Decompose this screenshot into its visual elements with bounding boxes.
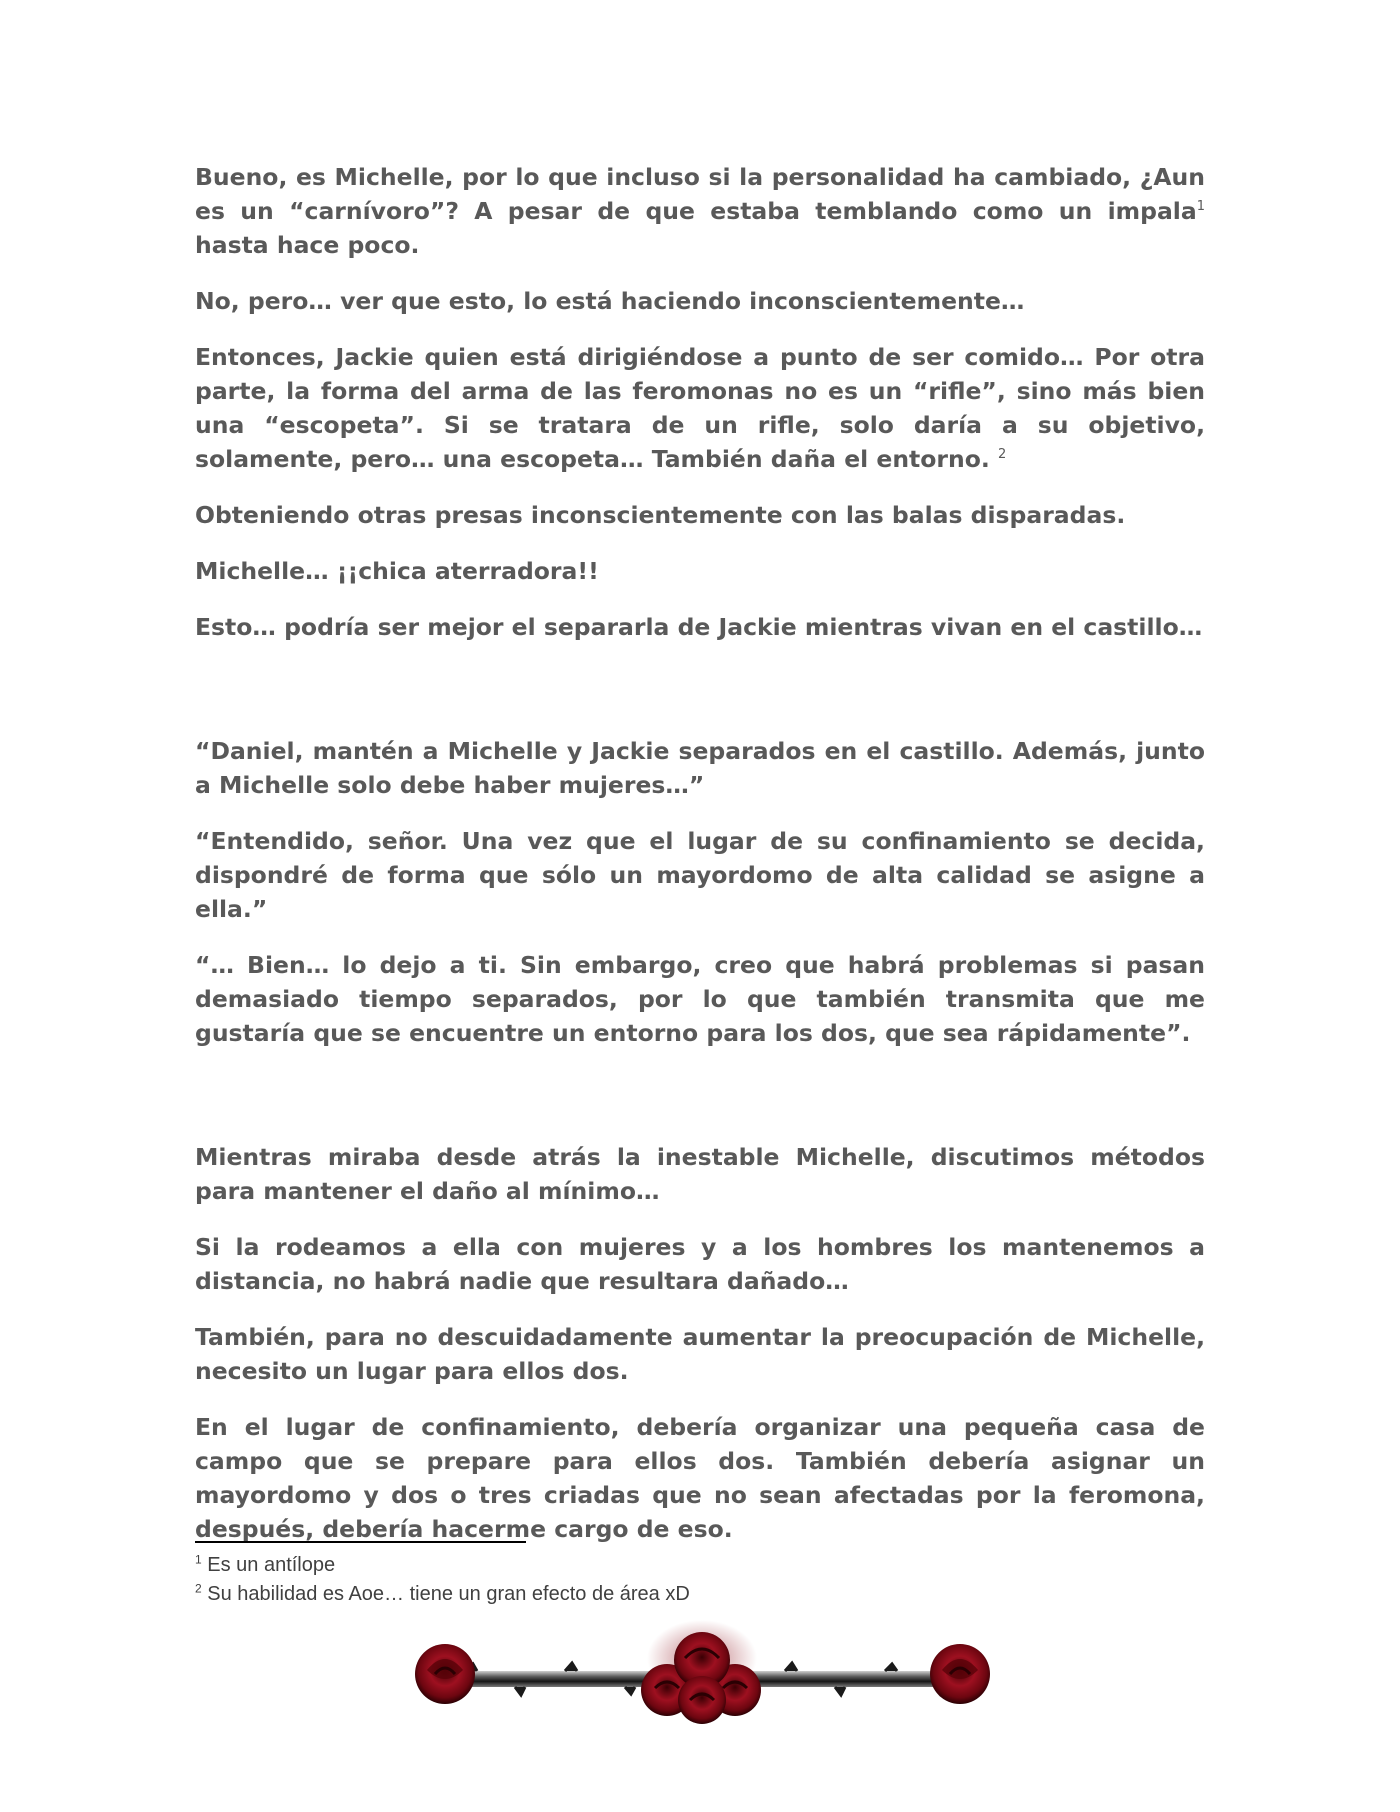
- paragraph: Bueno, es Michelle, por lo que incluso si la personalidad ha cambiado, ¿Aun es un “carnívoro”? A pesar de que estaba temblando como un impala$^1$ hasta hace poco.: [195, 163, 1205, 259]
- rose-icon: [415, 1644, 475, 1704]
- footnote-mark: 2: [195, 1581, 202, 1596]
- footnote-item: $^1$ Es un antílope: [195, 1552, 336, 1576]
- paragraph: Si la rodeamos a ella con mujeres y a los hombres los mantenemos a distancia, no habrá nadie que resultara dañado…: [195, 1233, 1205, 1295]
- paragraph: Michelle… ¡¡chica aterradora!!: [195, 557, 599, 585]
- footnote-separator: [195, 1541, 526, 1543]
- paragraph: No, pero… ver que esto, lo está haciendo inconscientemente…: [195, 287, 1025, 315]
- paragraph: Obteniendo otras presas inconscientemente con las balas disparadas.: [195, 501, 1126, 529]
- section-gap: [195, 1072, 1205, 1140]
- dialogue-paragraph: “Entendido, señor. Una vez que el lugar de su confinamiento se decida, dispondré de forma que sólo un mayordomo de alta calidad se asigne a ella.”: [195, 827, 1205, 923]
- footnote-ref[interactable]: 2: [998, 447, 1007, 463]
- footnote-item: $^2$ Su habilidad es Aoe… tiene un gran efecto de área xD: [195, 1581, 690, 1605]
- paragraph: Entonces, Jackie quien está dirigiéndose a punto de ser comido… Por otra parte, la forma del arma de las feromonas no es un “rifle”, sino más bien una “escopeta”. Si se tratara de un rifle, solo daría a su objetivo, solamente, pero… una escopeta… También daña el entorno. $^2$: [195, 343, 1205, 473]
- section-gap: [195, 666, 1205, 734]
- paragraph: En el lugar de confinamiento, debería organizar una pequeña casa de campo que se prepare para ellos dos. También debería asignar un mayordomo y dos o tres criadas que no sean afectadas por la feromona, después, debería hacerme cargo de eso.: [195, 1413, 1205, 1543]
- paragraph: Esto… podría ser mejor el separarla de Jackie mientras vivan en el castillo…: [195, 613, 1203, 641]
- footnote-mark: 1: [195, 1552, 202, 1567]
- paragraph: Mientras miraba desde atrás la inestable Michelle, discutimos métodos para mantener el daño al mínimo…: [195, 1143, 1205, 1205]
- dialogue-paragraph: “… Bien… lo dejo a ti. Sin embargo, creo que habrá problemas si pasan demasiado tiempo separados, por lo que también transmita que me gustaría que se encuentre un entorno para los dos, que sea rápidamente”.: [195, 951, 1205, 1047]
- dialogue-paragraph: “Daniel, mantén a Michelle y Jackie separados en el castillo. Además, junto a Michelle solo debe haber mujeres…”: [195, 737, 1205, 799]
- rose-icon: [930, 1644, 990, 1704]
- paragraph: También, para no descuidadamente aumentar la preocupación de Michelle, necesito un lugar para ellos dos.: [195, 1323, 1205, 1385]
- footnotes: [195, 1551, 995, 1609]
- footnote-ref[interactable]: 1: [1196, 199, 1205, 215]
- main-text: [195, 160, 1205, 1568]
- rose-border-divider-icon: [405, 1618, 1000, 1738]
